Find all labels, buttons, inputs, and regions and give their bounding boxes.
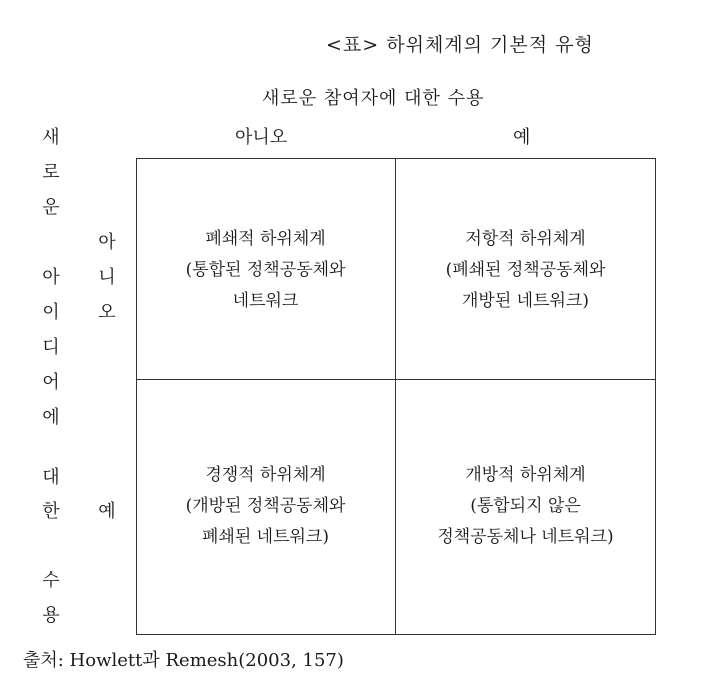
cell-line: 개방적 하위체계: [465, 465, 586, 485]
cell-contested-subsystem: [136, 460, 395, 553]
row-axis-header-char: 어: [42, 372, 60, 393]
cell-line: (통합된 정책공동체와: [185, 260, 346, 280]
row-axis-header-char: 로: [42, 162, 60, 183]
row-axis-header-char: 운: [42, 197, 60, 218]
row-axis-header-char: 용: [42, 605, 60, 626]
row-label-no-char: 니: [98, 267, 116, 288]
cell-line: 폐쇄적 하위체계: [205, 229, 326, 249]
row-axis-header-char: 새: [42, 127, 60, 148]
row-axis-header-char: 이: [42, 302, 60, 323]
row-axis-header-char: 한: [42, 501, 60, 522]
cell-resistant-subsystem: [396, 224, 655, 317]
cell-line: (개방된 정책공동체와: [185, 496, 346, 516]
column-axis-header: 새로운 참여자에 대한 수용: [262, 88, 485, 109]
row-axis-header-char: 아: [42, 267, 60, 288]
row-label-yes: 예: [98, 501, 116, 522]
cell-open-subsystem: [396, 460, 655, 553]
row-label-no-char: 아: [98, 232, 116, 253]
cell-closed-subsystem: [136, 224, 395, 317]
row-axis-header-char: 대: [42, 467, 60, 488]
cell-line: 정책공동체나 네트워크): [437, 527, 614, 547]
cell-line: 폐쇄된 네트워크): [202, 527, 329, 547]
column-label-yes: 예: [513, 127, 531, 148]
cell-line: 개방된 네트워크): [462, 291, 589, 311]
cell-line: (통합되지 않은: [470, 496, 581, 516]
table-title: <표> 하위체계의 기본적 유형: [326, 34, 594, 56]
source-citation: 출처: Howlett과 Remesh(2003, 157): [23, 650, 344, 671]
row-axis-header-char: 에: [42, 407, 60, 428]
cell-line: 네트워크: [232, 291, 299, 311]
matrix-horizontal-divider: [136, 379, 656, 380]
column-label-no: 아니오: [235, 127, 288, 148]
cell-line: 저항적 하위체계: [465, 229, 586, 249]
cell-line: (폐쇄된 정책공동체와: [445, 260, 606, 280]
row-axis-header-char: 디: [42, 337, 60, 358]
cell-line: 경쟁적 하위체계: [205, 465, 326, 485]
row-axis-header-char: 수: [42, 570, 60, 591]
row-label-no-char: 오: [98, 302, 116, 323]
